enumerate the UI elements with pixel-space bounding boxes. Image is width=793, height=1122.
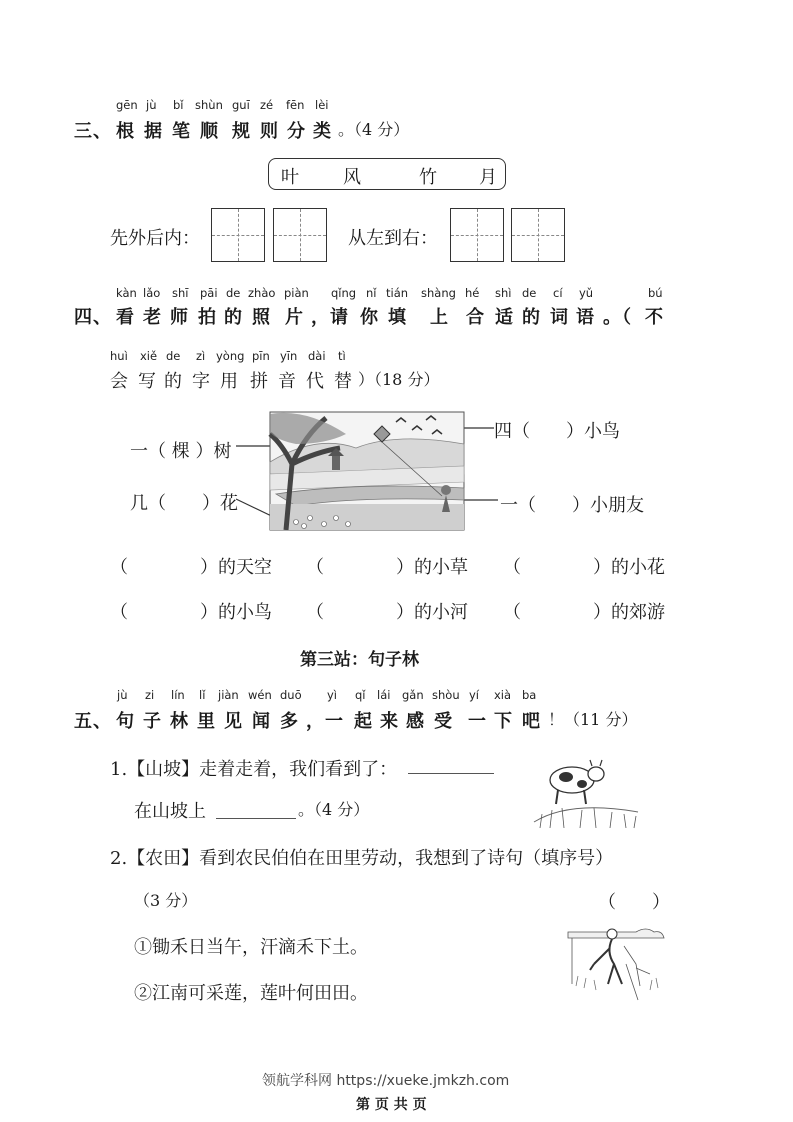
pinyin: pīn <box>252 349 270 363</box>
pinyin: yòng <box>216 349 245 363</box>
heading-char: 字 <box>192 371 210 392</box>
heading-char: 则 <box>260 121 279 142</box>
heading-char: 合 <box>466 307 485 328</box>
heading-char: 来 <box>380 711 399 732</box>
heading-char: 你 <box>360 307 379 328</box>
pinyin: yīn <box>280 349 298 363</box>
pinyin: shòu <box>432 688 460 702</box>
spring-scene-illustration <box>236 404 506 538</box>
pinyin: yí <box>469 688 480 702</box>
pinyin: yǔ <box>579 286 594 300</box>
cow-on-hill-illustration <box>530 752 642 830</box>
pinyin: xià <box>494 688 512 702</box>
pinyin: zhào <box>248 286 276 300</box>
phrase-blank-river: （ ）的小河 <box>306 602 468 623</box>
pinyin: bǐ <box>173 98 184 112</box>
q1-continuation: 在山坡上 <box>134 801 206 822</box>
heading-char: 闻 <box>252 711 271 732</box>
heading-char: 句 <box>116 711 135 732</box>
heading-char: 受 <box>434 711 453 732</box>
q2-score: （3 分） <box>134 891 198 910</box>
word-bank-char: 竹 <box>419 167 437 188</box>
heading-char: 适 <box>495 307 514 328</box>
pinyin: hé <box>465 286 480 300</box>
heading-char: 语 <box>576 307 595 328</box>
heading-char: 上 <box>430 307 449 328</box>
heading-char: 里 <box>197 711 216 732</box>
pinyin: lèi <box>315 98 329 112</box>
heading-char: 吧 <box>522 711 541 732</box>
pinyin: shàng <box>421 286 456 300</box>
pinyin: ba <box>522 688 537 702</box>
pinyin: lǐ <box>199 688 206 702</box>
q1-answer-blank-2[interactable] <box>216 818 296 819</box>
heading-char: 填 <box>388 307 407 328</box>
heading-char: 据 <box>144 121 163 142</box>
heading-char: 看 <box>116 307 135 328</box>
heading-char: 不 <box>645 307 664 328</box>
farmer-in-field-illustration <box>566 924 666 1002</box>
pinyin: zi <box>145 688 155 702</box>
pinyin: shùn <box>195 98 223 112</box>
pinyin: tián <box>386 286 409 300</box>
heading-char: 拼 <box>250 371 268 392</box>
label-tree: 一（ 棵 ）树 <box>130 441 232 462</box>
pinyin: jù <box>146 98 157 112</box>
category-label-outside-in: 先外后内： <box>110 228 200 249</box>
pinyin: qǐ <box>355 688 366 702</box>
heading-char: 的 <box>224 307 243 328</box>
writing-grid-box[interactable] <box>211 208 265 262</box>
phrase-blank-grass: （ ）的小草 <box>306 557 468 578</box>
heading-char: 的 <box>164 371 182 392</box>
heading-char: 。（ <box>603 307 632 328</box>
heading-score: 。（4 分） <box>338 120 410 139</box>
phrase-blank-flower: （ ）的小花 <box>503 557 665 578</box>
pinyin: tì <box>338 349 346 363</box>
writing-grid-box[interactable] <box>511 208 565 262</box>
page-number-footer: 第 页 共 页 <box>356 1097 427 1113</box>
section-number: 四、 <box>74 307 112 328</box>
q2-answer-paren[interactable]: （ ） <box>598 892 670 913</box>
heading-char: 会 <box>110 371 128 392</box>
heading-char: 拍 <box>198 307 217 328</box>
station-title: 第三站：句子林 <box>300 650 419 670</box>
heading-char: 下 <box>494 711 513 732</box>
pinyin: de <box>522 286 537 300</box>
heading-char: 林 <box>170 711 189 732</box>
heading-char: 分 <box>287 121 306 142</box>
pinyin: wén <box>248 688 272 702</box>
heading-char: 的 <box>522 307 541 328</box>
heading-char: ，请 <box>311 307 349 328</box>
heading-char: 写 <box>138 371 156 392</box>
pinyin: jiàn <box>218 688 239 702</box>
pinyin: guī <box>232 98 250 112</box>
heading-char: 起 <box>354 711 373 732</box>
pinyin: xiě <box>140 349 158 363</box>
q2-option-2: ②江南可采莲，莲叶何田田。 <box>134 983 368 1004</box>
heading-char: 子 <box>143 711 162 732</box>
heading-char: 词 <box>550 307 569 328</box>
pinyin: de <box>166 349 181 363</box>
q1-prompt: 1.【山坡】走着走着，我们看到了： <box>110 759 398 780</box>
heading-char: 笔 <box>172 121 191 142</box>
heading-char: 片 <box>285 307 304 328</box>
pinyin: shī <box>172 286 189 300</box>
heading-score: ！（11 分） <box>548 710 638 729</box>
pinyin: lǎo <box>143 286 161 300</box>
heading-char: ，一 <box>306 711 344 732</box>
q1-score: 。（4 分） <box>298 800 370 819</box>
heading-char: 音 <box>278 371 296 392</box>
pinyin: zé <box>260 98 274 112</box>
heading-char: 规 <box>232 121 251 142</box>
writing-grid-box[interactable] <box>450 208 504 262</box>
pinyin: lín <box>171 688 185 702</box>
pinyin: kàn <box>116 286 137 300</box>
pinyin: jù <box>117 688 128 702</box>
heading-char: 一 <box>468 711 487 732</box>
heading-char: 类 <box>313 121 332 142</box>
pinyin: lái <box>377 688 391 702</box>
phrase-blank-outing: （ ）的郊游 <box>503 602 665 623</box>
heading-char: 根 <box>116 121 135 142</box>
writing-grid-box[interactable] <box>273 208 327 262</box>
word-bank-box <box>268 158 506 190</box>
pinyin: zì <box>196 349 206 363</box>
pinyin: shì <box>495 286 512 300</box>
heading-char: 师 <box>170 307 189 328</box>
label-flower: 几（ ）花 <box>130 493 238 514</box>
q1-answer-blank-1[interactable] <box>408 773 494 774</box>
heading-score: ）（18 分） <box>358 370 440 389</box>
phrase-blank-sky: （ ）的天空 <box>110 557 272 578</box>
heading-char: 代 <box>306 371 324 392</box>
pinyin: gǎn <box>402 688 424 702</box>
watermark-text: 领航学科网 https://xueke.jmkzh.com <box>262 1073 510 1089</box>
pinyin: cí <box>553 286 563 300</box>
heading-char: 顺 <box>200 121 219 142</box>
pinyin: bú <box>648 286 663 300</box>
pinyin: fēn <box>286 98 305 112</box>
pinyin: nǐ <box>366 286 377 300</box>
heading-char: 用 <box>220 371 238 392</box>
heading-char: 老 <box>143 307 162 328</box>
heading-char: 多 <box>280 711 299 732</box>
q2-prompt: 2.【农田】看到农民伯伯在田里劳动，我想到了诗句（填序号） <box>110 848 614 869</box>
pinyin: dài <box>308 349 326 363</box>
pinyin: pāi <box>200 286 218 300</box>
heading-char: 感 <box>406 711 425 732</box>
word-bank-char: 叶 <box>281 167 299 188</box>
heading-char: 见 <box>224 711 243 732</box>
heading-char: 照 <box>252 307 271 328</box>
word-bank-char: 风 <box>343 167 361 188</box>
label-bird: 四（ ）小鸟 <box>494 421 620 442</box>
section-number: 五、 <box>74 711 112 732</box>
label-kid: 一（ ）小朋友 <box>500 495 644 516</box>
q2-option-1: ①锄禾日当午，汗滴禾下土。 <box>134 937 368 958</box>
word-bank-char: 月 <box>479 167 497 188</box>
pinyin: qǐng <box>331 286 357 300</box>
section-number: 三、 <box>74 121 112 142</box>
pinyin: gēn <box>116 98 138 112</box>
pinyin: huì <box>110 349 128 363</box>
pinyin: duō <box>280 688 302 702</box>
pinyin: yì <box>327 688 338 702</box>
category-label-left-right: 从左到右： <box>348 228 438 249</box>
pinyin: de <box>226 286 241 300</box>
phrase-blank-bird: （ ）的小鸟 <box>110 602 272 623</box>
heading-char: 替 <box>334 371 352 392</box>
pinyin: piàn <box>284 286 309 300</box>
